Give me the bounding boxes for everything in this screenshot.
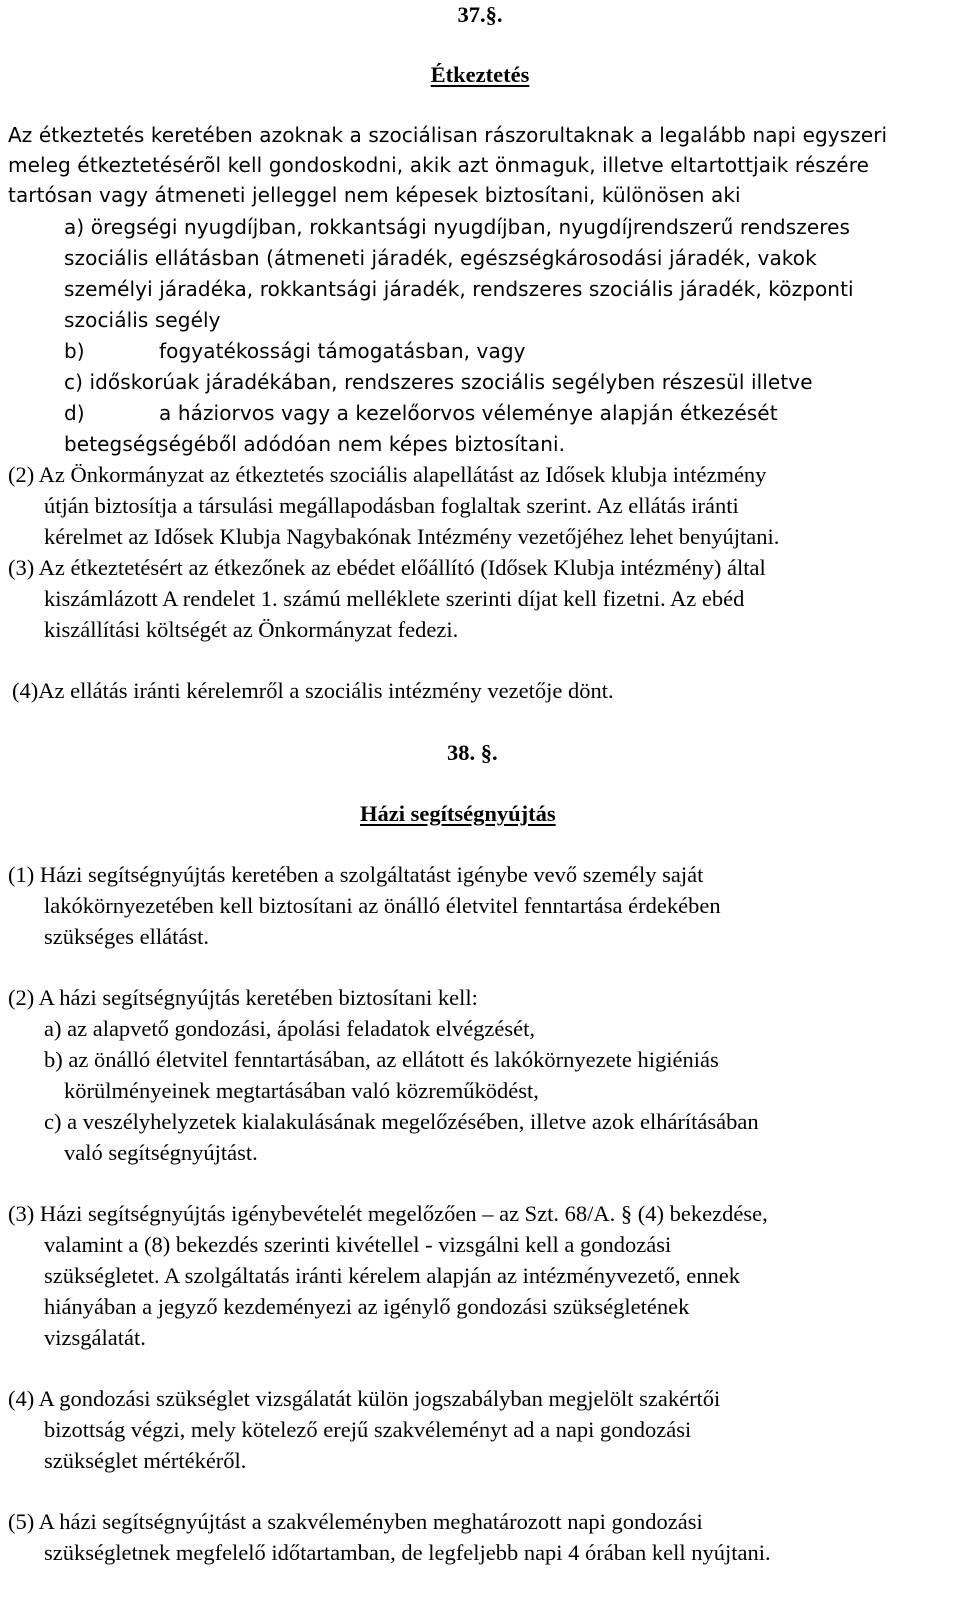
s38-p3-line-5: vizsgálatát.	[44, 1325, 146, 1350]
item-d-text: a háziorvos vagy a kezelőorvos véleménye alapján étkezését	[159, 401, 778, 425]
item-a-line-1: a) öregségi nyugdíjban, rokkantsági nyugdíjban, nyugdíjrendszerű rendszeres	[64, 215, 851, 239]
s38-p2-head: (2) A házi segítségnyújtás keretében biztosítani kell:	[8, 985, 478, 1010]
item-a-line-4: szociális segély	[64, 308, 221, 332]
s38-p4-line-2: bizottság végzi, mely kötelező erejű szakvéleményt ad a napi gondozási	[44, 1417, 692, 1442]
section-37-title: Étkeztetés	[430, 62, 530, 87]
s37-p4: (4)Az ellátás iránti kérelemről a szociális intézmény vezetője dönt.	[12, 678, 614, 703]
item-b	[64, 336, 526, 366]
s38-p5-line-2: szükségletnek megfelelő időtartamban, de legfeljebb napi 4 órában kell nyújtani.	[44, 1540, 771, 1565]
s38-p2-b-line-1: b) az önálló életvitel fenntartásában, az ellátott és lakókörnyezete higiéniás	[44, 1047, 719, 1072]
s37-p2-line-2: útján biztosítja a társulási megállapodásban foglaltak szerint. Az ellátás iránti	[44, 493, 739, 518]
s38-p1-line-2: lakókörnyezetében kell biztosítani az önálló életvitel fenntartása érdekében	[44, 893, 721, 918]
item-a-line-3: személyi járadéka, rokkantsági járadék, rendszeres szociális járadék, központi	[64, 277, 854, 301]
s38-p3-line-2: valamint a (8) bekezdés szerinti kivétellel - vizsgálni kell a gondozási	[44, 1232, 672, 1257]
intro-line-3: tartósan vagy átmeneti jelleggel nem képesek biztosítani, különösen aki	[8, 183, 741, 207]
s37-p3-line-1: (3) Az étkeztetésért az étkezőnek az ebédet előállító (Idősek Klubja intézmény) által	[8, 555, 766, 580]
s38-p4-line-1: (4) A gondozási szükséglet vizsgálatát külön jogszabályban megjelölt szakértői	[8, 1386, 721, 1411]
intro-line-2: meleg étkeztetésérõl kell gondoskodni, akik azt önmaguk, illetve eltartottjaik részére	[8, 153, 869, 177]
s37-p2-line-1: (2) Az Önkormányzat az étkeztetés szociális alapellátást az Idősek klubja intézmény	[8, 462, 767, 487]
s37-p3-line-3: kiszállítási költségét az Önkormányzat fedezi.	[44, 617, 459, 642]
s38-p1-line-1: (1) Házi segítségnyújtás keretében a szolgáltatást igénybe vevő személy saját	[8, 862, 704, 887]
intro-line-1: Az étkeztetés keretében azoknak a szociálisan rászorultaknak a legalább napi egyszeri	[8, 123, 888, 147]
item-d-cont: betegségségéből adódóan nem képes biztosítani.	[64, 432, 566, 456]
item-b-label: b)	[64, 339, 85, 363]
item-a-line-2: szociális ellátásban (átmeneti járadék, egészségkárosodási járadék, vakok	[64, 246, 817, 270]
item-c: c) időskorúak járadékában, rendszeres szociális segélyben részesül illetve	[64, 370, 813, 394]
section-38-title: Házi segítségnyújtás	[360, 801, 556, 826]
item-b-text: fogyatékossági támogatásban, vagy	[159, 339, 526, 363]
section-38-number: 38. §.	[447, 740, 498, 765]
s38-p2-c-line-1: c) a veszélyhelyzetek kialakulásának megelőzésében, illetve azok elhárításában	[44, 1109, 759, 1134]
s38-p1-line-3: szükséges ellátást.	[44, 924, 209, 949]
s38-p2-a: a) az alapvető gondozási, ápolási feladatok elvégzését,	[44, 1016, 536, 1041]
item-d	[64, 398, 778, 428]
s38-p5-line-1: (5) A házi segítségnyújtást a szakvéleményben meghatározott napi gondozási	[8, 1509, 703, 1534]
s37-p3-line-2: kiszámlázott A rendelet 1. számú melléklete szerinti díjat kell fizetni. Az ebéd	[44, 586, 745, 611]
s38-p4-line-3: szükséglet mértékéről.	[44, 1448, 247, 1473]
s38-p3-line-4: hiányában a jegyző kezdeményezi az igénylő gondozási szükségletének	[44, 1294, 690, 1319]
section-37-number: 37.§.	[457, 2, 503, 27]
s37-p2-line-3: kérelmet az Idősek Klubja Nagybakónak Intézmény vezetőjéhez lehet benyújtani.	[44, 524, 780, 549]
s38-p3-line-3: szükségletet. A szolgáltatás iránti kérelem alapján az intézményvezető, ennek	[44, 1263, 740, 1288]
s38-p2-c-line-2: való segítségnyújtást.	[64, 1140, 258, 1165]
s38-p3-line-1: (3) Házi segítségnyújtás igénybevételét megelőzően – az Szt. 68/A. § (4) bekezdése,	[8, 1201, 768, 1226]
item-d-label: d)	[64, 401, 85, 425]
s38-p2-b-line-2: körülményeinek megtartásában való közreműködést,	[64, 1078, 539, 1103]
